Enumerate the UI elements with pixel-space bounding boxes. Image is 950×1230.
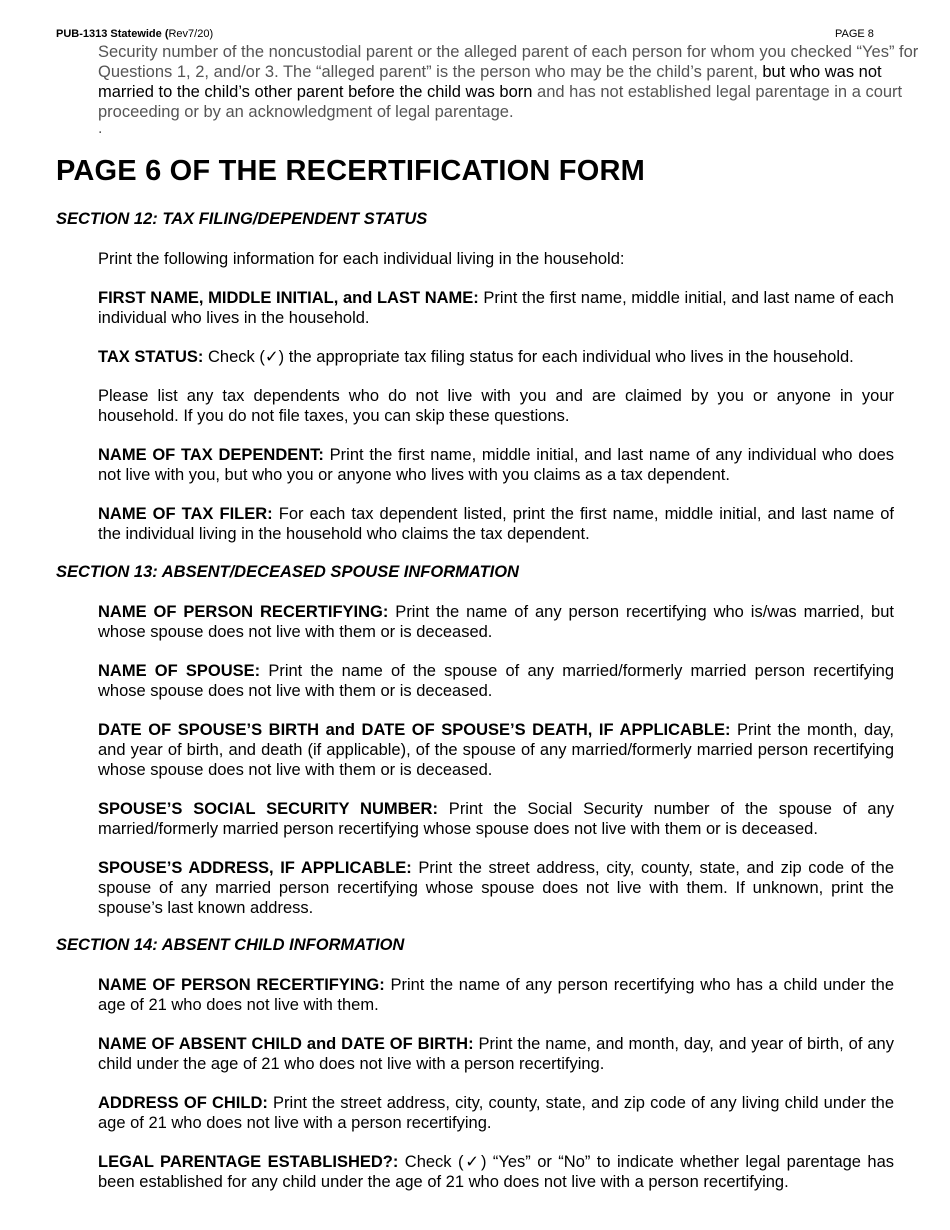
paragraph-label: FIRST NAME, MIDDLE INITIAL, and LAST NAME: bbox=[98, 289, 479, 307]
section-12-tax-dependent-paragraph bbox=[98, 445, 894, 485]
paragraph-text: Print the name of any person recertifying who has a child under the age of 21 who does not live with them. bbox=[98, 976, 894, 1014]
section-13-spouse-dates-paragraph bbox=[98, 720, 894, 780]
intro-text-b: but who was not married to the child’s other parent before the child was born bbox=[98, 63, 882, 101]
paragraph-label: SPOUSE’S SOCIAL SECURITY NUMBER: bbox=[98, 800, 438, 818]
section-12-dependents-note: Please list any tax dependents who do not live with you and are claimed by you or anyone in your household. If you do not file taxes, you can skip these questions. bbox=[98, 387, 894, 425]
section-13-heading: SECTION 13: ABSENT/DECEASED SPOUSE INFORMATION bbox=[56, 563, 519, 581]
form-id: PUB-1313 Statewide ( bbox=[56, 28, 169, 40]
paragraph-text: Check (✓) the appropriate tax filing status for each individual who lives in the household. bbox=[203, 348, 854, 366]
paragraph-text: Print the first name, middle initial, and last name of each individual who lives in the household. bbox=[98, 289, 894, 327]
section-13-spouse-address-paragraph bbox=[98, 858, 894, 918]
section-14-child-paragraph bbox=[98, 1034, 894, 1074]
section-14-person-paragraph bbox=[98, 975, 894, 1015]
section-12-heading: SECTION 12: TAX FILING/DEPENDENT STATUS bbox=[56, 210, 428, 228]
section-14-parentage-paragraph bbox=[98, 1152, 894, 1192]
paragraph-text: Print the month, day, and year of birth, and death (if applicable), of the spouse of any married/formerly married person recertifying whose spouse does not live with them or is deceased. bbox=[98, 721, 894, 779]
paragraph-label: DATE OF SPOUSE’S BIRTH and DATE OF SPOUSE’S DEATH, IF APPLICABLE: bbox=[98, 721, 731, 739]
paragraph-text: For each tax dependent listed, print the first name, middle initial, and last name of the individual living in the household who claims the tax dependent. bbox=[98, 505, 894, 543]
paragraph-text: Print the street address, city, county, state, and zip code of the spouse of any married person recertifying whose spouse does not live with them. If unknown, print the spouse’s last known address. bbox=[98, 859, 894, 917]
paragraph-text: Print the Social Security number of the spouse of any married/formerly married person recertifying whose spouse does not live with them or is deceased. bbox=[98, 800, 895, 838]
paragraph-label: NAME OF ABSENT CHILD and DATE OF BIRTH: bbox=[98, 1035, 474, 1053]
paragraph-label: NAME OF PERSON RECERTIFYING: bbox=[98, 976, 385, 994]
stray-dot: . bbox=[98, 120, 103, 137]
section-12-name-paragraph bbox=[98, 288, 894, 328]
paragraph-label: ADDRESS OF CHILD: bbox=[98, 1094, 268, 1112]
page-number: PAGE 8 bbox=[835, 28, 874, 40]
paragraph-label: NAME OF TAX FILER: bbox=[98, 505, 273, 523]
section-13-spouse-name-paragraph bbox=[98, 661, 894, 701]
section-12-tax-filer-paragraph bbox=[98, 504, 894, 544]
intro-continuation bbox=[98, 42, 938, 122]
section-14-heading: SECTION 14: ABSENT CHILD INFORMATION bbox=[56, 936, 405, 954]
paragraph-label: SPOUSE’S ADDRESS, IF APPLICABLE: bbox=[98, 859, 412, 877]
section-12-intro: Print the following information for each individual living in the household: bbox=[98, 250, 625, 268]
form-id-header bbox=[56, 28, 213, 40]
intro-text-c: and has not established legal parentage in a court proceeding or by an acknowledgment of legal parentage. bbox=[98, 83, 903, 121]
paragraph-text: Print the name of any person recertifying who is/was married, but whose spouse does not live with them or is deceased. bbox=[98, 603, 894, 641]
section-12-tax-status-paragraph bbox=[98, 347, 894, 367]
form-revision: Rev7/20) bbox=[168, 28, 214, 40]
section-13-spouse-ssn-paragraph bbox=[98, 799, 894, 839]
intro-text-a: Security number of the noncustodial parent or the alleged parent of each person for whom you checked “Yes” for Questions 1, 2, and/or 3. The “alleged parent” is the person who may be the child’s parent, bbox=[98, 43, 919, 81]
paragraph-label: LEGAL PARENTAGE ESTABLISHED?: bbox=[98, 1153, 399, 1171]
paragraph-text: Print the street address, city, county, state, and zip code of any living child under the age of 21 who does not live with a person recertifying. bbox=[98, 1094, 894, 1132]
paragraph-text: Print the first name, middle initial, and last name of any individual who does not live with you, but who you or anyone who lives with you claims as a tax dependent. bbox=[98, 446, 895, 484]
paragraph-text: Print the name of the spouse of any married/formerly married person recertifying whose spouse does not live with them or is deceased. bbox=[98, 662, 894, 700]
section-13-person-paragraph bbox=[98, 602, 894, 642]
paragraph-label: NAME OF SPOUSE: bbox=[98, 662, 261, 680]
page-title: PAGE 6 OF THE RECERTIFICATION FORM bbox=[56, 155, 645, 187]
paragraph-label: TAX STATUS: bbox=[98, 348, 204, 366]
paragraph-label: NAME OF TAX DEPENDENT: bbox=[98, 446, 324, 464]
section-14-address-paragraph bbox=[98, 1093, 894, 1133]
paragraph-label: NAME OF PERSON RECERTIFYING: bbox=[98, 603, 389, 621]
paragraph-text: Print the name, and month, day, and year of birth, of any child under the age of 21 who does not live with a person recertifying. bbox=[98, 1035, 894, 1073]
paragraph-text: Check (✓) “Yes” or “No” to indicate whether legal parentage has been established for any child under the age of 21 who does not live with a person recertifying. bbox=[98, 1153, 895, 1191]
